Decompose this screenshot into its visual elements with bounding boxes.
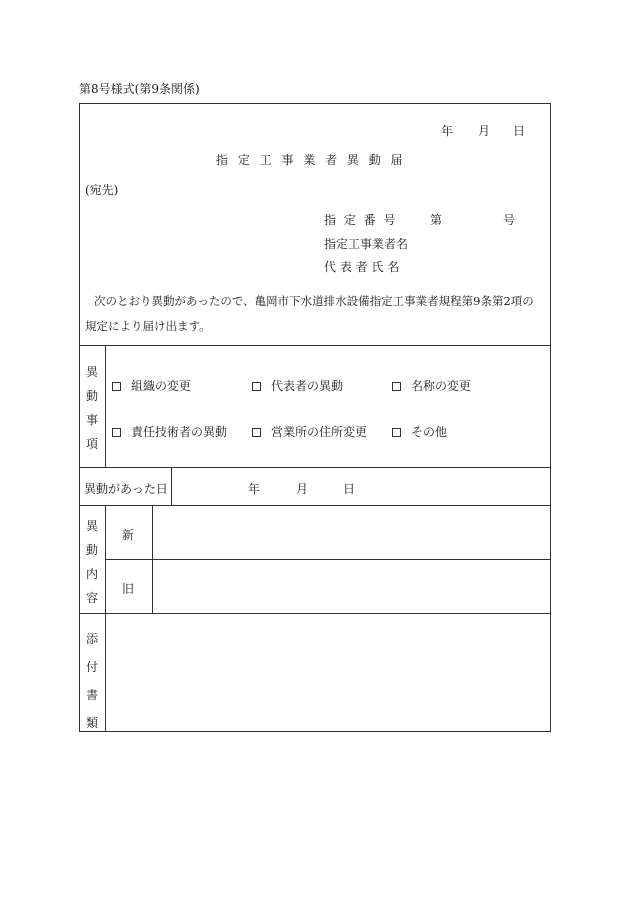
divider-change-items-label: [105, 345, 106, 467]
change-items-label-char: 動: [85, 389, 98, 403]
change-content-label-char: 内: [85, 567, 98, 581]
change-content-label-char: 動: [85, 543, 98, 557]
designation-suffix: 号: [503, 213, 516, 227]
date-month-label: 月: [478, 124, 491, 138]
statement-line-2: 規定により届け出ます。: [85, 319, 211, 333]
checkbox-icon[interactable]: [112, 428, 121, 437]
change-items-label-char: 項: [85, 437, 98, 451]
old-content-field[interactable]: [153, 560, 550, 613]
change-content-label-char: 容: [85, 591, 98, 605]
divider-change-items: [79, 467, 551, 468]
attachments-label-char: 添: [85, 632, 98, 646]
designation-number-label: 指 定 番 号: [324, 213, 398, 227]
option-office-address-change[interactable]: 営業所の住所変更: [252, 423, 367, 440]
option-other[interactable]: その他: [392, 423, 447, 440]
divider-change-date-label: [171, 467, 172, 505]
new-label: 新: [122, 528, 135, 542]
old-label: 旧: [122, 582, 135, 596]
change-date-day[interactable]: 日: [343, 482, 356, 496]
date-day-label: 日: [513, 124, 526, 138]
checkbox-icon[interactable]: [392, 382, 401, 391]
change-date-year[interactable]: 年: [248, 482, 261, 496]
checkbox-icon[interactable]: [252, 382, 261, 391]
change-content-label-char: 異: [85, 519, 98, 533]
new-content-field[interactable]: [153, 506, 550, 559]
addressee: (宛先): [85, 183, 119, 197]
form-number: 第8号様式(第9条関係): [79, 82, 200, 96]
divider-change-content-label: [105, 505, 106, 613]
statement-line-1: 次のとおり異動があったので、亀岡市下水道排水設備指定工事業者規程第9条第2項の: [94, 294, 534, 308]
option-name-change[interactable]: 名称の変更: [392, 377, 471, 394]
attachments-label-char: 類: [85, 716, 98, 730]
attachments-label-char: 書: [85, 688, 98, 702]
date-year-label: 年: [441, 124, 454, 138]
business-name-label: 指定工事業者名: [324, 237, 409, 251]
attachments-label: [84, 630, 100, 731]
checkbox-icon[interactable]: [392, 428, 401, 437]
option-organization-change[interactable]: 組織の変更: [112, 377, 191, 394]
option-responsible-engineer-change[interactable]: 責任技術者の異動: [112, 423, 227, 440]
change-date-label: 異動があった日: [84, 482, 168, 496]
attachments-label-char: 付: [85, 660, 98, 674]
checkbox-icon[interactable]: [112, 382, 121, 391]
change-date-month[interactable]: 月: [296, 482, 309, 496]
designation-prefix: 第: [430, 213, 443, 227]
divider-statement: [79, 345, 551, 346]
form-title: 指 定 工 事 業 者 異 動 届: [216, 153, 406, 167]
change-items-label: [84, 363, 100, 452]
representative-label: 代 表 者 氏 名: [324, 260, 400, 274]
option-representative-change[interactable]: 代表者の異動: [252, 377, 343, 394]
change-items-label-char: 事: [85, 413, 98, 427]
change-content-label: [84, 517, 100, 606]
checkbox-icon[interactable]: [252, 428, 261, 437]
change-items-label-char: 異: [85, 365, 98, 379]
attachments-field[interactable]: [106, 614, 550, 731]
